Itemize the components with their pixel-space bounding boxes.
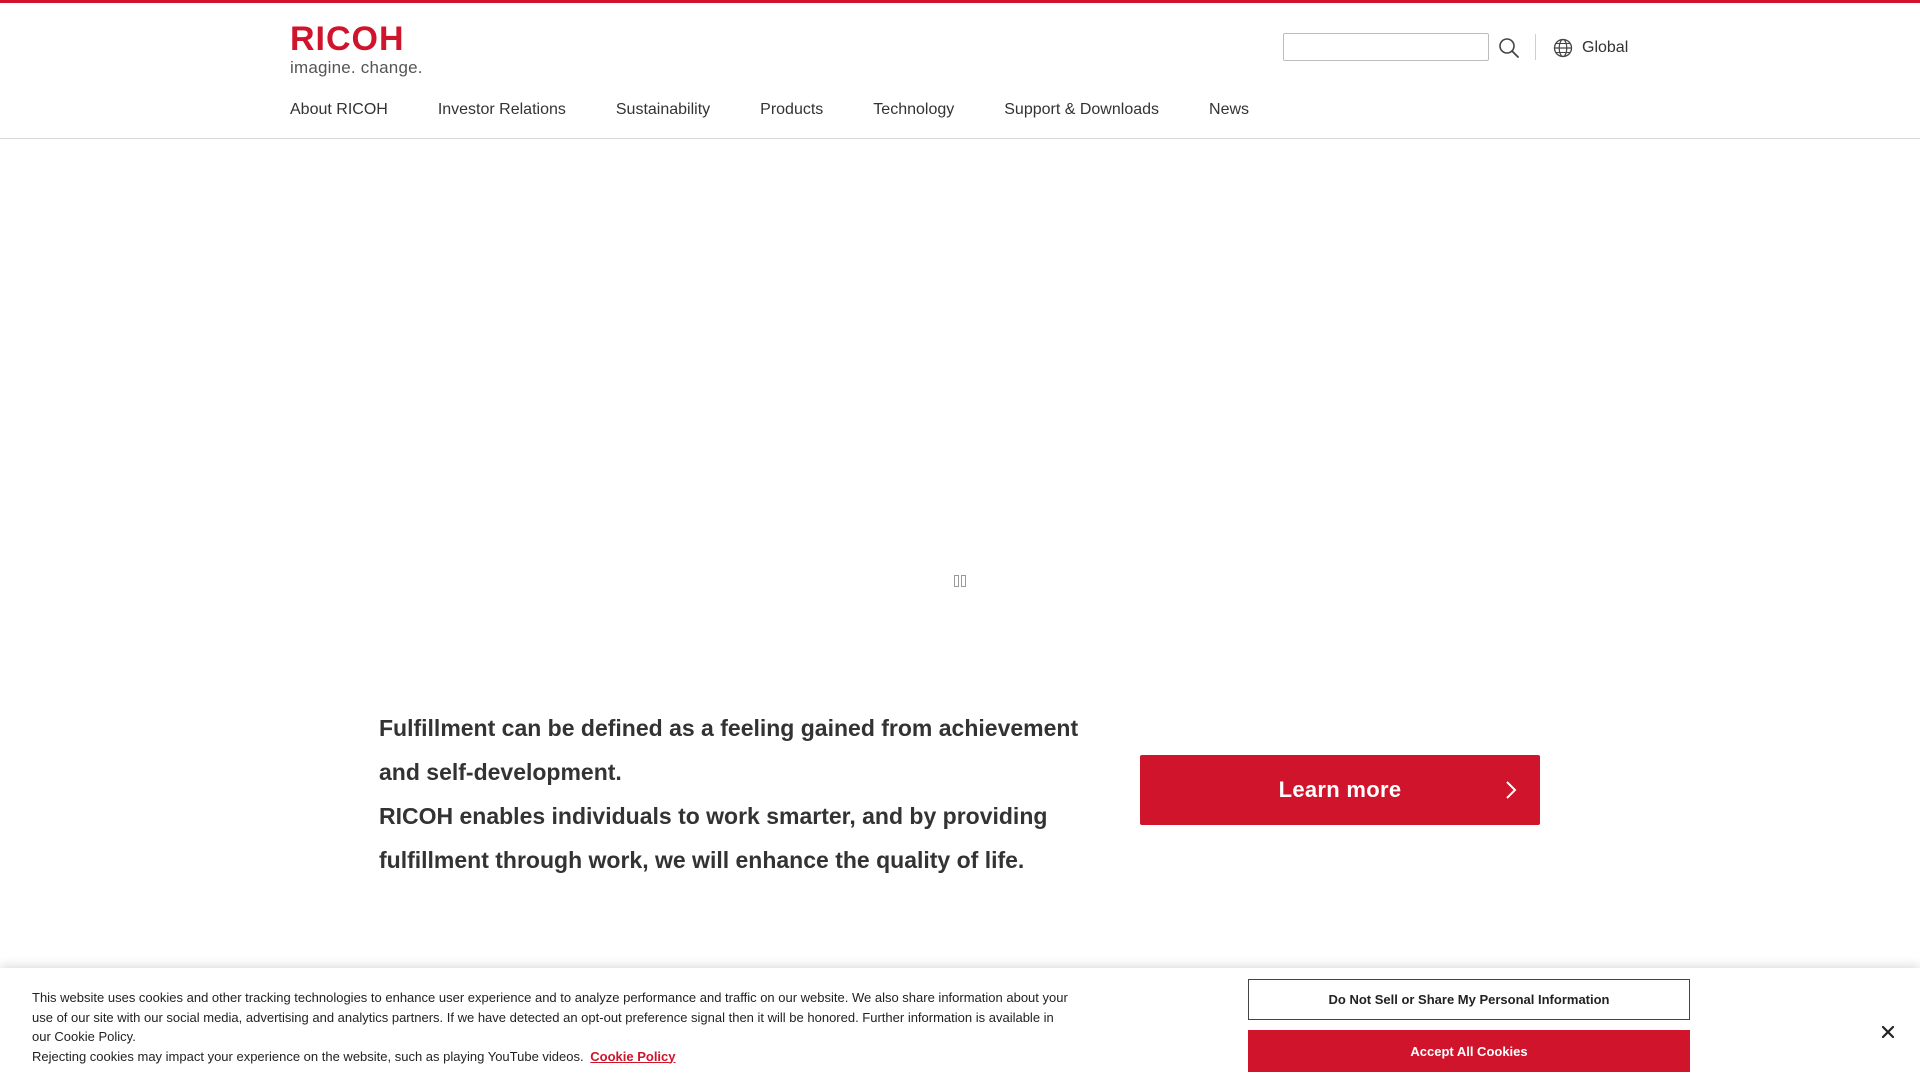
nav-item-sustainability[interactable]: Sustainability <box>615 101 711 118</box>
nav-item-technology[interactable]: Technology <box>873 101 955 118</box>
do-not-sell-button[interactable]: Do Not Sell or Share My Personal Information <box>1248 979 1690 1020</box>
ricoh-logo[interactable] <box>290 22 430 78</box>
main-nav <box>290 101 1249 119</box>
logo-wordmark: RICOH <box>290 20 405 58</box>
pause-icon[interactable] <box>952 573 968 589</box>
hero-video-area <box>0 140 1920 680</box>
cookie-text <box>32 988 1072 1066</box>
nav-item-support-downloads[interactable]: Support & Downloads <box>1004 101 1160 118</box>
learn-more-button[interactable] <box>1140 755 1540 825</box>
nav-item-about[interactable]: About RICOH <box>290 101 388 118</box>
pause-bar-left <box>954 575 959 587</box>
globe-icon <box>1553 38 1573 58</box>
cookie-text-main: This website uses cookies and other tracking technologies to enhance user experience and to analyze performance and traffic on our website. We also share information about your use of our site with our social media, advertising and analytics partners. If we have detected an opt-out preference signal then it will be honored. Further information is available in our Cookie Policy. <box>32 990 1068 1044</box>
region-selector[interactable] <box>1553 34 1628 62</box>
chevron-right-icon <box>1504 778 1518 802</box>
nav-item-investor-relations[interactable]: Investor Relations <box>437 101 566 118</box>
cookie-text-second: Rejecting cookies may impact your experience on the website, such as playing YouTube videos. <box>32 1048 584 1064</box>
logo-tagline: imagine. change. <box>290 58 423 77</box>
site-header <box>0 3 1920 139</box>
header-divider <box>1535 34 1536 60</box>
cookie-policy-link[interactable]: Cookie Policy <box>590 1048 676 1064</box>
search-button[interactable] <box>1494 33 1524 63</box>
hero-statement <box>379 706 1099 882</box>
nav-item-news[interactable]: News <box>1209 101 1250 118</box>
statement-line-2: RICOH enables individuals to work smarter, and by providing fulfillment through work, we will enhance the quality of life. <box>379 803 1048 873</box>
pause-bar-right <box>961 575 966 587</box>
search-input[interactable] <box>1283 33 1489 61</box>
close-icon[interactable] <box>1876 1020 1900 1044</box>
close-glyph <box>1881 1025 1895 1039</box>
region-label: Global <box>1582 39 1629 56</box>
accept-all-cookies-button[interactable]: Accept All Cookies <box>1248 1030 1690 1072</box>
search-icon <box>1498 37 1520 59</box>
statement-line-1: Fulfillment can be defined as a feeling gained from achievement and self-development. <box>379 715 1079 785</box>
cookie-banner <box>0 968 1920 1080</box>
learn-more-label: Learn more <box>1278 777 1402 802</box>
nav-item-products[interactable]: Products <box>760 101 824 118</box>
